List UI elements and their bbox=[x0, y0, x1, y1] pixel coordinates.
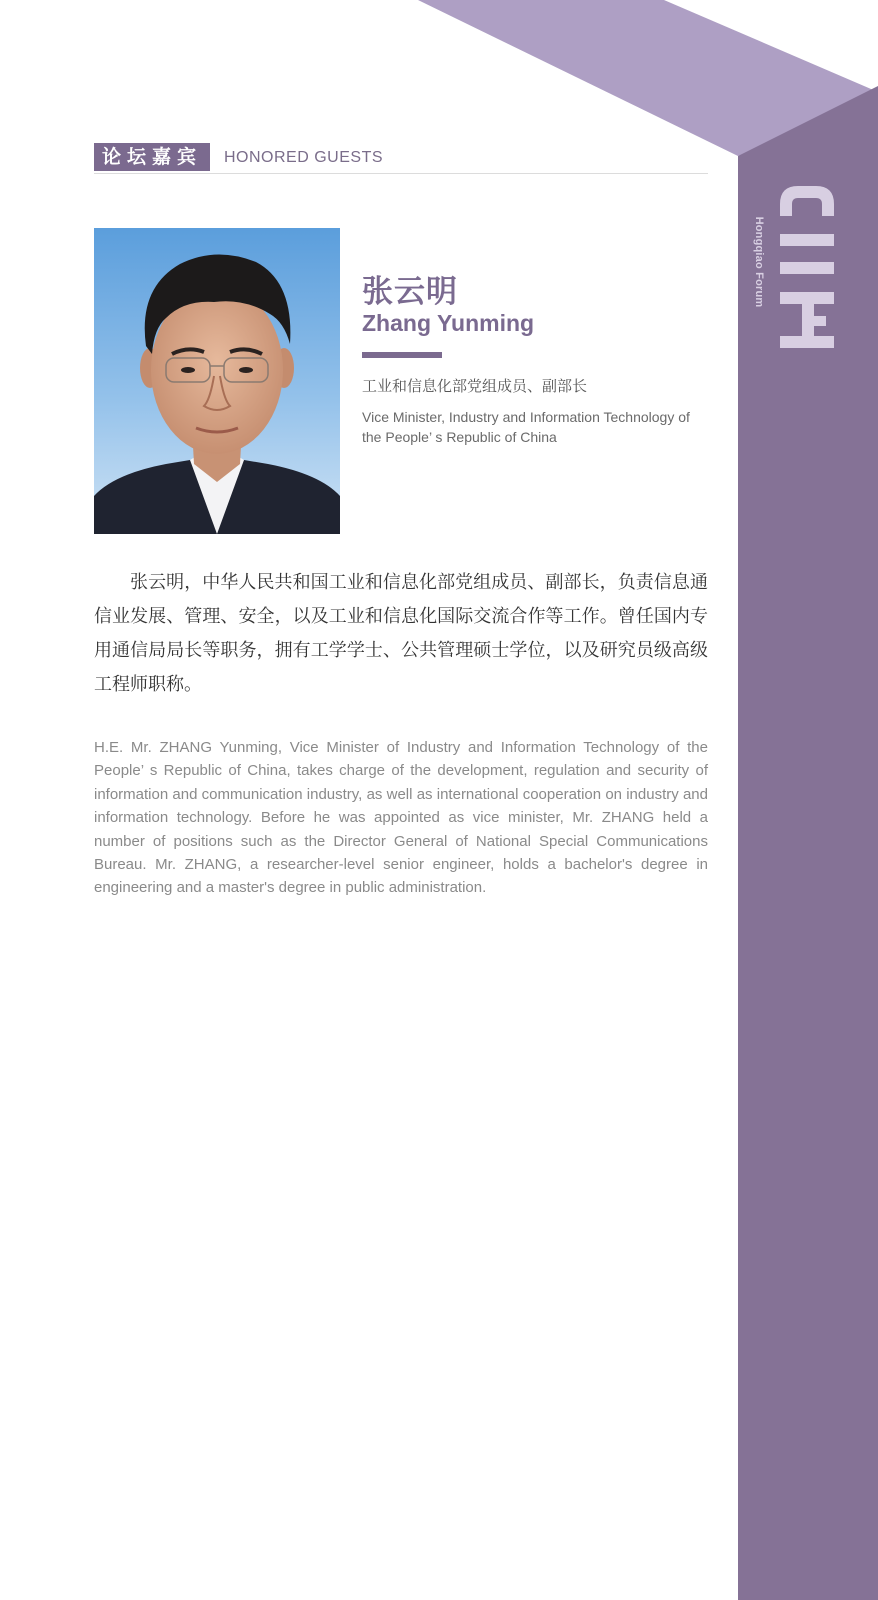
guest-bio-cn: 张云明，中华人民共和国工业和信息化部党组成员、副部长，负责信息通信业发展、管理、安全，以及工业和信息化国际交流合作等工作。曾任国内专用通信局局长等职务，拥有工学学士、公共管理硕士学位，以及研究员级高级工程师职称。 bbox=[94, 572, 708, 695]
logo-text bbox=[750, 182, 751, 183]
guest-name-cn: 张云明 bbox=[362, 274, 458, 310]
logo-subtitle: Hongqiao Forum bbox=[753, 216, 765, 308]
guest-portrait bbox=[94, 228, 340, 534]
section-header bbox=[94, 143, 708, 174]
section-title-en: HONORED GUESTS bbox=[224, 149, 384, 166]
section-title-cn: 论坛嘉宾 bbox=[94, 143, 210, 171]
portrait-illustration bbox=[94, 228, 340, 534]
guest-bio-en: H.E. Mr. ZHANG Yunming, Vice Minister of Industry and Information Technology of the People’ s Republic of China, takes charge of the development, regulation and security of information and communication industry, as well as international cooperation on industry and information technology. Before he was appointed as vice minister, Mr. ZHANG held a number of positions such as the Director General of National Special Communications Bureau. Mr. ZHANG, a researcher-level senior engineer, holds a bachelor's degree in engineering and a master's degree in public administration. bbox=[94, 739, 708, 897]
name-divider bbox=[362, 352, 442, 358]
ciie-logo bbox=[750, 182, 846, 352]
ciie-logo-mark bbox=[776, 182, 838, 352]
guest-position-cn: 工业和信息化部党组成员、副部长 bbox=[362, 377, 588, 395]
guest-position-en: Vice Minister, Industry and Information Technology of the People’ s Republic of China bbox=[362, 409, 690, 445]
guest-name-en: Zhang Yunming bbox=[362, 310, 535, 336]
